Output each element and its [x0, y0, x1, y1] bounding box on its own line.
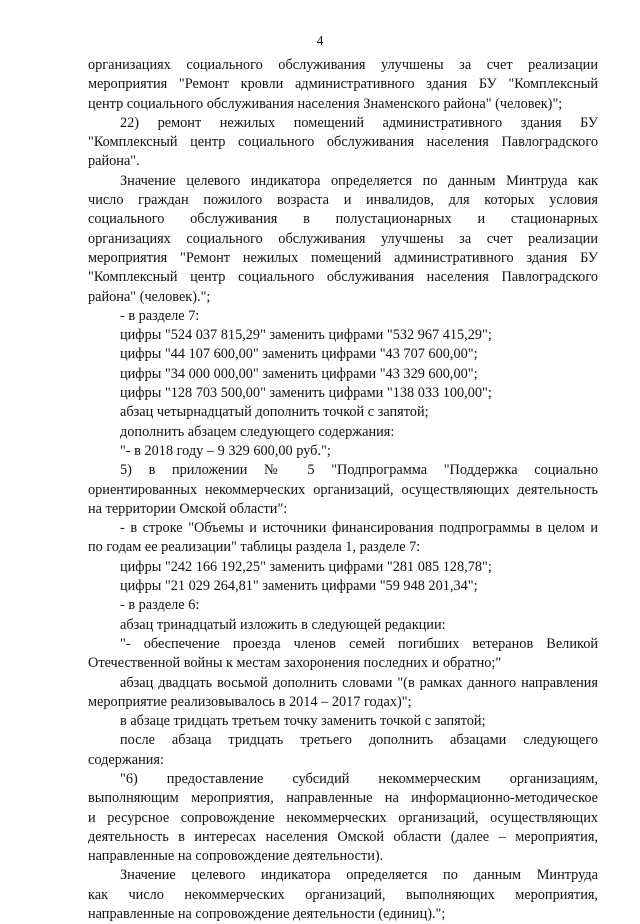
text-line: мероприятия "Ремонт нежилых помещений административного здания БУ [88, 249, 598, 266]
paragraph [88, 384, 598, 403]
text-line: цифры "34 000 000,00" заменить цифрами "43 329 600,00"; [120, 365, 478, 382]
page-number: 4 [316, 34, 324, 49]
text-line: - в разделе 7: [120, 307, 200, 324]
text-line: направленные на сопровождение деятельности). [88, 848, 384, 865]
text-line: центр социального обслуживания населения Знаменского района" (человек)"; [88, 95, 563, 112]
paragraph [88, 635, 598, 674]
paragraph [88, 326, 598, 345]
text-line: "- в 2018 году – 9 329 600,00 руб."; [120, 442, 331, 459]
paragraph [88, 616, 598, 635]
document-body [88, 56, 598, 924]
text-line: организациях социального обслуживания улучшены за счет реализации [88, 57, 598, 73]
paragraph [88, 114, 598, 172]
text-line: содержания: [88, 751, 164, 768]
text-line: направленные на сопровождение деятельности (единиц)."; [88, 906, 446, 923]
text-line: дополнить абзацем следующего содержания: [120, 423, 395, 440]
text-line: Значение целевого индикатора определяется по данным Минтруда как [120, 172, 598, 189]
text-line: района" (человек)."; [88, 288, 211, 305]
text-line: района". [88, 153, 140, 170]
text-line: цифры "242 166 192,25" заменить цифрами "281 085 128,78"; [120, 558, 492, 575]
paragraph [88, 461, 598, 519]
paragraph [88, 519, 598, 558]
paragraph [88, 172, 598, 307]
paragraph [88, 403, 598, 422]
text-line: Отечественной войны к местам захоронения последних и обратно;" [88, 655, 502, 672]
paragraph [88, 423, 598, 442]
text-line: - в строке "Объемы и источники финансирования подпрограммы в целом и [120, 520, 598, 537]
text-line: абзац тринадцатый изложить в следующей редакции: [120, 616, 446, 633]
paragraph [88, 442, 598, 461]
text-line: число граждан пожилого возраста и инвалидов, для которых условия [88, 192, 598, 209]
text-line: абзац четырнадцатый дополнить точкой с запятой; [120, 404, 429, 421]
text-line: цифры "128 703 500,00" заменить цифрами "138 033 100,00"; [120, 385, 492, 402]
text-line: "6) предоставление субсидий некоммерческим организациям, [120, 770, 598, 787]
text-line: "- обеспечение проезда членов семей погибших ветеранов Великой [120, 635, 598, 652]
paragraph [88, 558, 598, 577]
paragraph [88, 345, 598, 364]
paragraph [88, 577, 598, 596]
paragraph [88, 56, 598, 114]
text-line: выполняющим мероприятия, направленные на информационно-методическое [88, 790, 598, 807]
text-line: абзац двадцать восьмой дополнить словами "(в рамках данного направления [120, 674, 598, 691]
text-line: после абзаца тридцать третьего дополнить абзацами следующего [120, 732, 598, 749]
text-line: организациях социального обслуживания улучшены за счет реализации [88, 230, 598, 247]
text-line: Значение целевого индикатора определяется по данным Минтруда [120, 867, 598, 884]
paragraph [88, 674, 598, 713]
text-line: мероприятия "Ремонт кровли административного здания БУ "Комплексный [88, 76, 598, 93]
text-line: цифры "21 029 264,81" заменить цифрами "59 948 201,34"; [120, 578, 478, 595]
text-line: цифры "44 107 600,00" заменить цифрами "43 707 600,00"; [120, 346, 478, 363]
text-line: цифры "524 037 815,29" заменить цифрами "532 967 415,29"; [120, 327, 492, 344]
text-line: на территории Омской области": [88, 500, 288, 517]
text-line: ориентированных некоммерческих организаций, осуществляющих деятельность [88, 481, 598, 498]
text-line: 22) ремонт нежилых помещений административного здания БУ [120, 114, 598, 131]
text-line: по годам ее реализации" таблицы раздела 1, разделе 7: [88, 539, 421, 556]
paragraph [88, 866, 598, 924]
text-line: - в разделе 6: [120, 597, 200, 614]
text-line: как число некоммерческих организаций, выполняющих мероприятия, [88, 886, 598, 903]
paragraph [88, 596, 598, 615]
text-line: деятельность в интересах населения Омской области (далее – мероприятия, [88, 828, 598, 845]
text-line: "Комплексный центр социального обслуживания населения Павлоградского [88, 134, 598, 151]
paragraph [88, 731, 598, 770]
text-line: в абзаце тридцать третьем точку заменить точкой с запятой; [120, 713, 486, 730]
text-line: 5) в приложении № 5 "Подпрограмма "Поддержка социально [120, 462, 598, 479]
text-line: социального обслуживания в полустационарных и стационарных [88, 211, 598, 228]
paragraph [88, 365, 598, 384]
text-line: "Комплексный центр социального обслуживания населения Павлоградского [88, 269, 598, 286]
text-line: мероприятие реализовывалось в 2014 – 2017 годах)"; [88, 693, 412, 710]
paragraph [88, 770, 598, 866]
paragraph [88, 307, 598, 326]
text-line: и ресурсное сопровождение некоммерческих организаций, осуществляющих [88, 809, 598, 826]
paragraph [88, 712, 598, 731]
